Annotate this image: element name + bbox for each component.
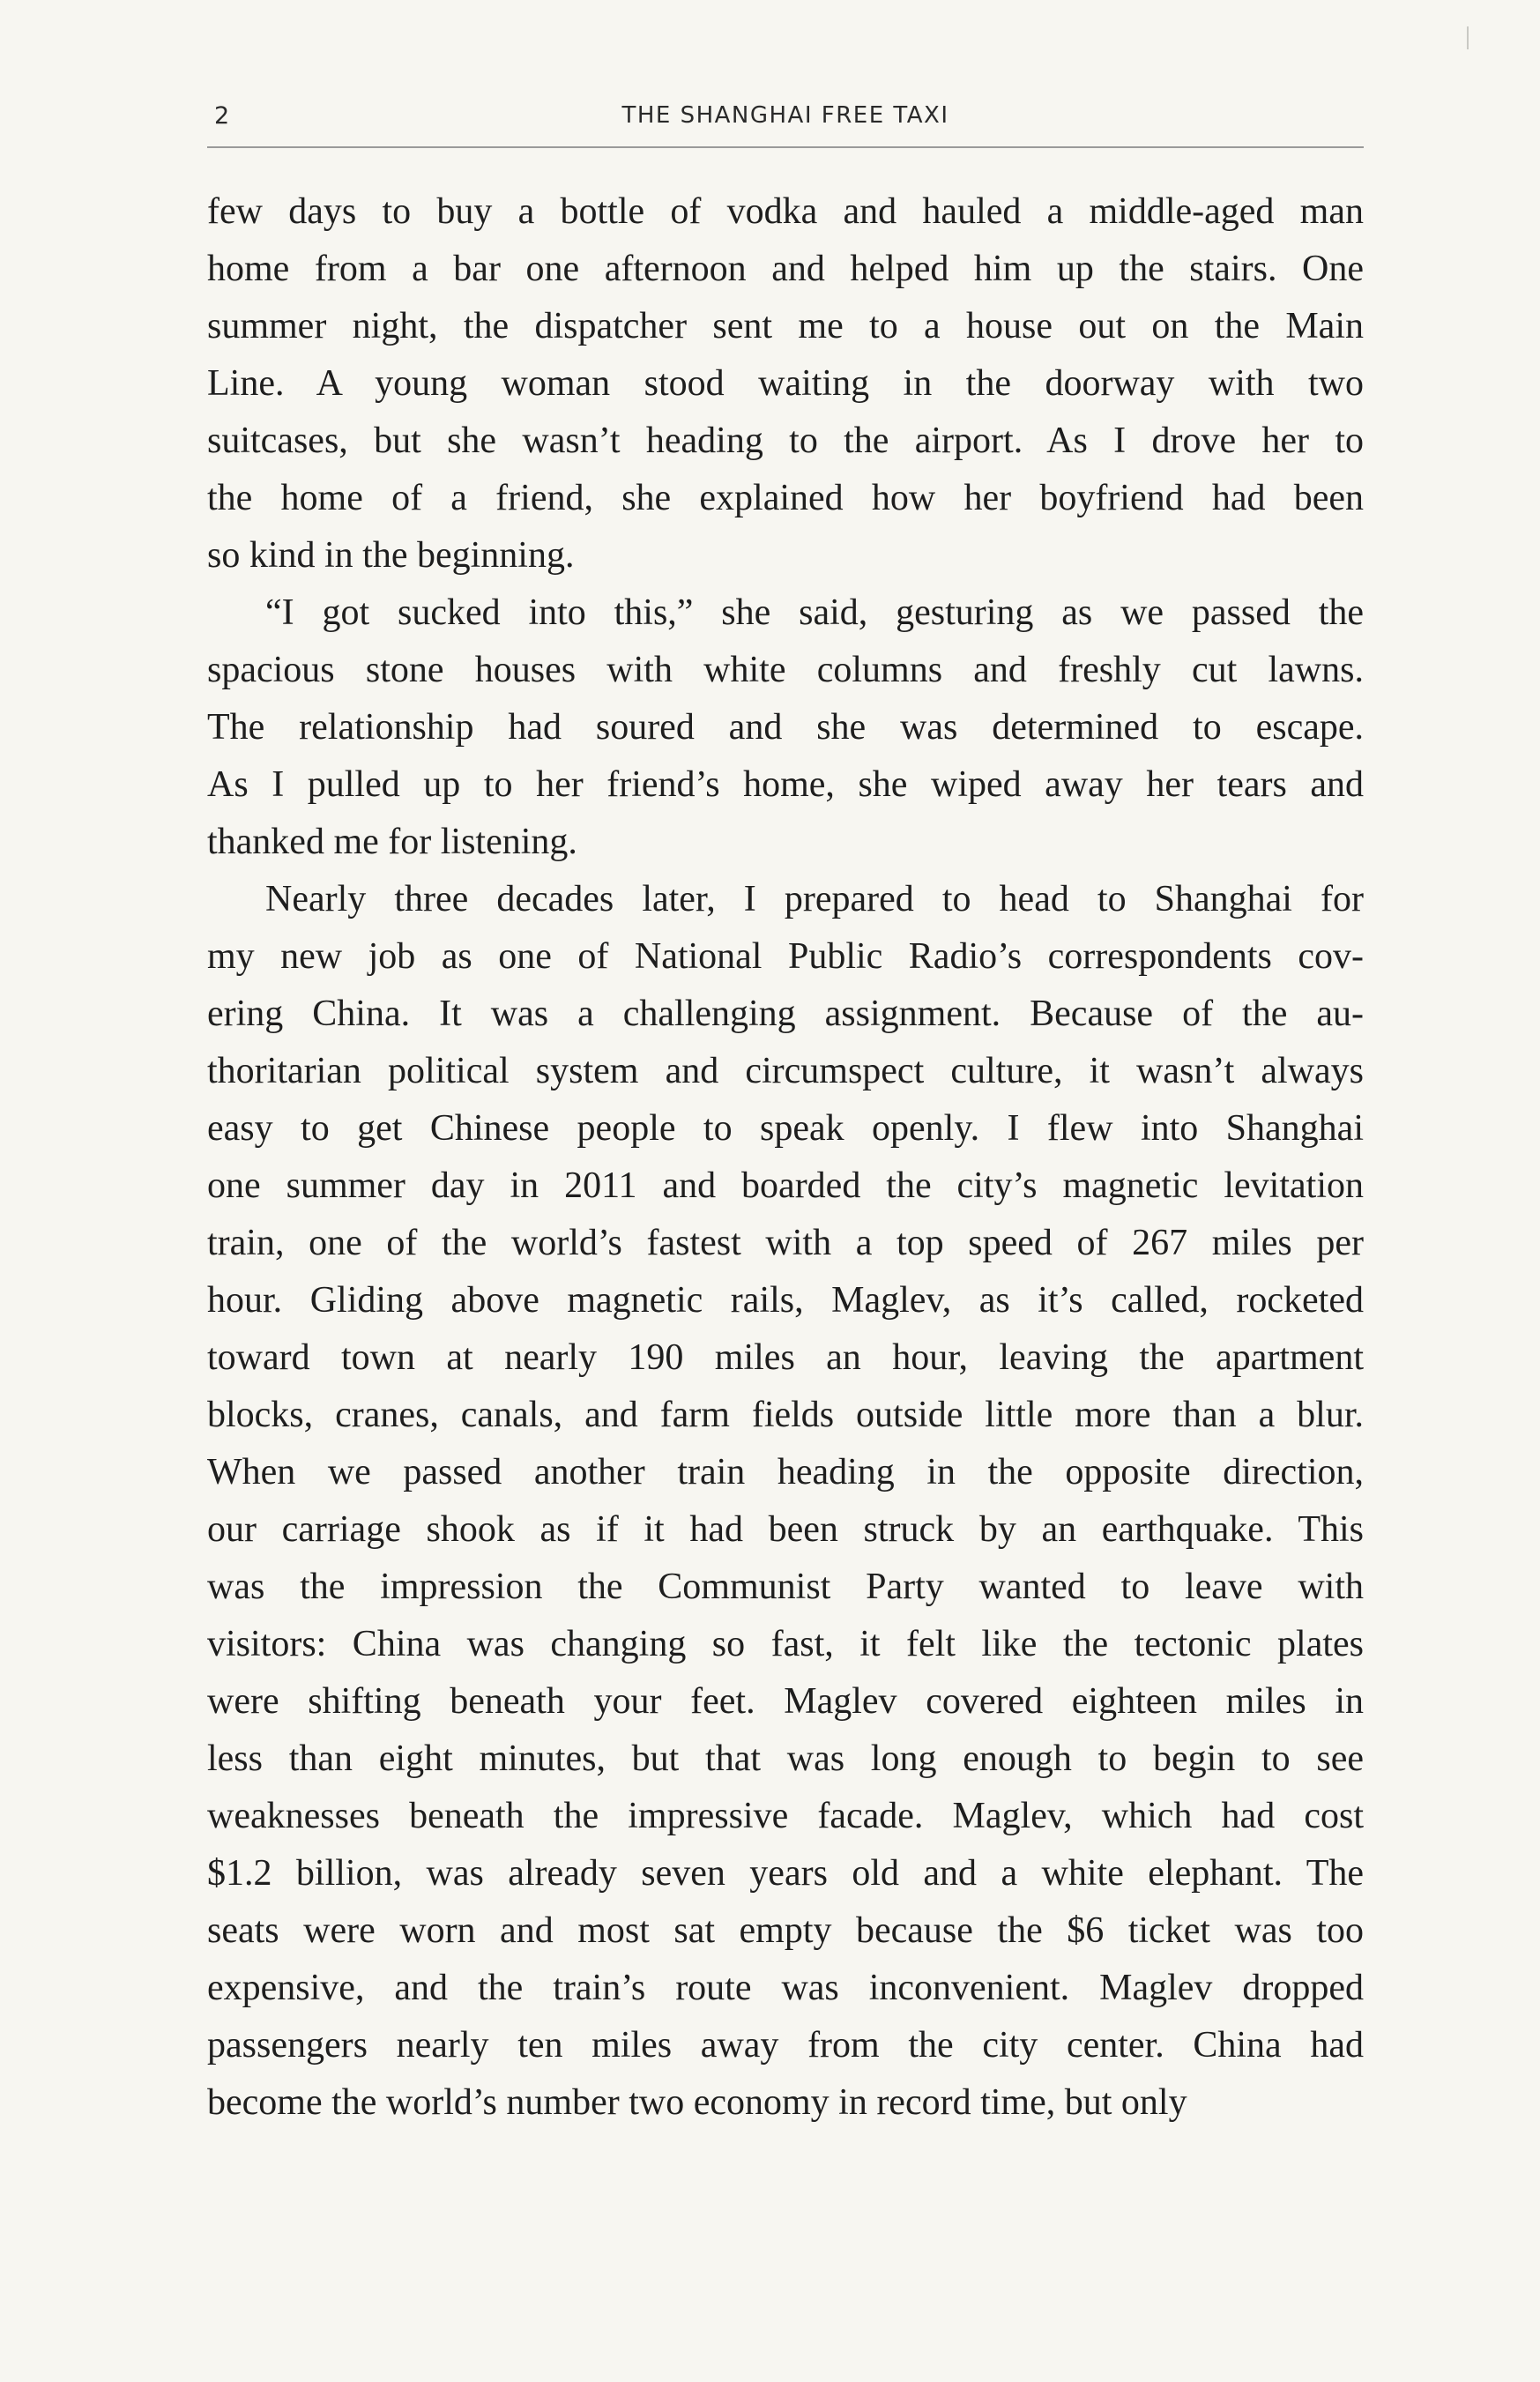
text-line: was the impression the Communist Party wanted to leave with — [207, 1567, 1364, 1607]
text-line: suitcases, but she wasn’t heading to the airport. As I drove her to — [207, 421, 1364, 461]
paragraph — [207, 584, 1364, 871]
text-line: were shifting beneath your feet. Maglev covered eighteen miles in — [207, 1681, 1364, 1722]
scan-margin-mark — [1467, 26, 1469, 49]
text-line: Nearly three decades later, I prepared to head to Shanghai for — [265, 879, 1364, 919]
text-line: few days to buy a bottle of vodka and hauled a middle-aged man — [207, 191, 1364, 232]
text-line: expensive, and the train’s route was inconvenient. Maglev dropped — [207, 1968, 1364, 2008]
text-line: so kind in the beginning. — [207, 535, 575, 576]
text-line: thoritarian political system and circumspect culture, it wasn’t always — [207, 1051, 1364, 1091]
text-line: As I pulled up to her friend’s home, she wiped away her tears and — [207, 764, 1364, 805]
body-text — [207, 183, 1364, 2132]
text-line: ering China. It was a challenging assignment. Because of the au- — [207, 994, 1364, 1034]
text-line: visitors: China was changing so fast, it felt like the tectonic plates — [207, 1624, 1364, 1664]
text-line: spacious stone houses with white columns and freshly cut lawns. — [207, 650, 1364, 690]
text-line: blocks, cranes, canals, and farm fields outside little more than a blur. — [207, 1395, 1364, 1435]
text-line: $1.2 billion, was already seven years old and a white elephant. The — [207, 1853, 1364, 1894]
text-line: the home of a friend, she explained how her boyfriend had been — [207, 478, 1364, 518]
text-line: summer night, the dispatcher sent me to a house out on the Main — [207, 306, 1364, 346]
page-number: 2 — [214, 102, 230, 130]
text-line: less than eight minutes, but that was long enough to begin to see — [207, 1738, 1364, 1779]
text-line: Line. A young woman stood waiting in the doorway with two — [207, 363, 1364, 404]
running-title: THE SHANGHAI FREE TAXI — [621, 102, 949, 129]
text-line: home from a bar one afternoon and helped him up the stairs. One — [207, 249, 1364, 289]
text-line: hour. Gliding above magnetic rails, Maglev, as it’s called, rocketed — [207, 1280, 1364, 1321]
text-line: “I got sucked into this,” she said, gesturing as we passed the — [265, 592, 1364, 633]
text-line: passengers nearly ten miles away from the city center. China had — [207, 2025, 1364, 2066]
text-line: easy to get Chinese people to speak openly. I flew into Shanghai — [207, 1108, 1364, 1149]
text-line: one summer day in 2011 and boarded the city’s magnetic levitation — [207, 1165, 1364, 1206]
text-line: my new job as one of National Public Radio’s correspondents cov- — [207, 936, 1364, 977]
text-line: become the world’s number two economy in record time, but only — [207, 2082, 1187, 2123]
page-header — [207, 95, 1364, 148]
text-line: thanked me for listening. — [207, 822, 577, 862]
text-line: seats were worn and most sat empty because the $6 ticket was too — [207, 1910, 1364, 1951]
text-line: train, one of the world’s fastest with a top speed of 267 miles per — [207, 1223, 1364, 1263]
text-line: When we passed another train heading in the opposite direction, — [207, 1452, 1364, 1492]
text-line: our carriage shook as if it had been struck by an earthquake. This — [207, 1509, 1364, 1550]
text-line: toward town at nearly 190 miles an hour, leaving the apartment — [207, 1337, 1364, 1378]
paragraph — [207, 183, 1364, 584]
paragraph — [207, 871, 1364, 2132]
text-line: weaknesses beneath the impressive facade. Maglev, which had cost — [207, 1796, 1364, 1836]
text-line: The relationship had soured and she was determined to escape. — [207, 707, 1364, 748]
